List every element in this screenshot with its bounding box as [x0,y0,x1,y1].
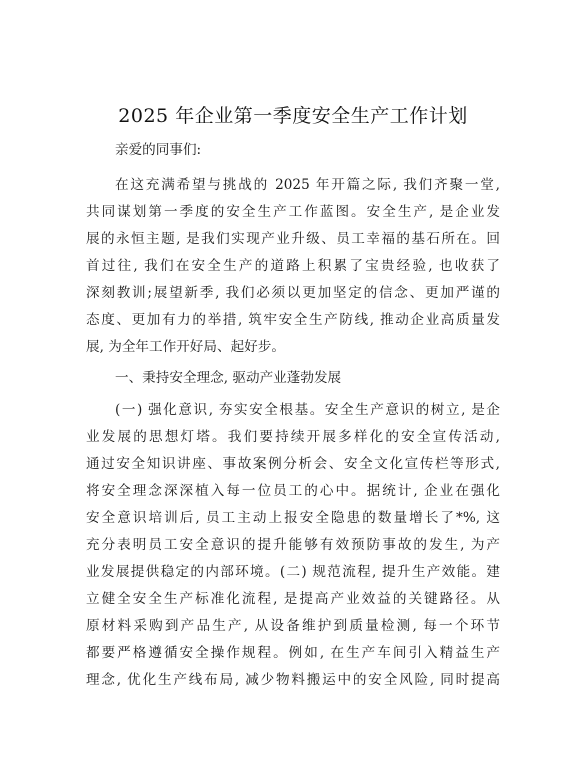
paragraph-line: 理念, 优化生产线布局, 减少物料搬运中的安全风险, 同时提高 [86,672,500,688]
paragraph-line: 通过安全知识讲座、事故案例分析会、安全文化宣传栏等形式, [86,456,500,472]
paragraph-line: 安全意识培训后, 员工主动上报安全隐患的数量增长了*%, 这 [86,510,500,526]
paragraph-line: 深刻教训;展望新季, 我们必须以更加坚定的信念、更加严谨的 [86,285,500,301]
paragraph-line: 业发展的思想灯塔。我们要持续开展多样化的安全宣传活动, [86,429,500,445]
paragraph-line: 展的永恒主题, 是我们实现产业升级、员工幸福的基石所在。回 [86,231,500,247]
paragraph-line: 共同谋划第一季度的安全生产工作蓝图。安全生产, 是企业发 [86,204,500,220]
paragraph-line: 在这充满希望与挑战的 2025 年开篇之际, 我们齐聚一堂, [115,177,500,193]
salutation: 亲爱的同事们: [115,142,202,158]
paragraph-line: 展, 为全年工作开好局、起好步。 [86,339,285,355]
paragraph-line: 首过往, 我们在安全生产的道路上积累了宝贵经验, 也收获了 [86,258,500,274]
document-title: 2025 年企业第一季度安全生产工作计划 [118,105,468,127]
paragraph-line: (一) 强化意识, 夯实安全根基。安全生产意识的树立, 是企 [115,402,500,418]
paragraph-line: 业发展提供稳定的内部环境。(二) 规范流程, 提升生产效能。建 [86,564,500,580]
section-heading: 一、秉持安全理念, 驱动产业蓬勃发展 [115,370,342,386]
paragraph-line: 充分表明员工安全意识的提升能够有效预防事故的发生, 为产 [86,537,500,553]
paragraph-line: 态度、更加有力的举措, 筑牢安全生产防线, 推动企业高质量发 [86,312,500,328]
paragraph-line: 都要严格遵循安全操作规程。例如, 在生产车间引入精益生产 [86,645,500,661]
paragraph-line: 原材料采购到产品生产, 从设备维护到质量检测, 每一个环节 [86,618,500,634]
paragraph-line: 立健全安全生产标准化流程, 是提高产业效益的关键路径。从 [86,591,500,607]
paragraph-line: 将安全理念深深植入每一位员工的心中。据统计, 企业在强化 [86,483,500,499]
